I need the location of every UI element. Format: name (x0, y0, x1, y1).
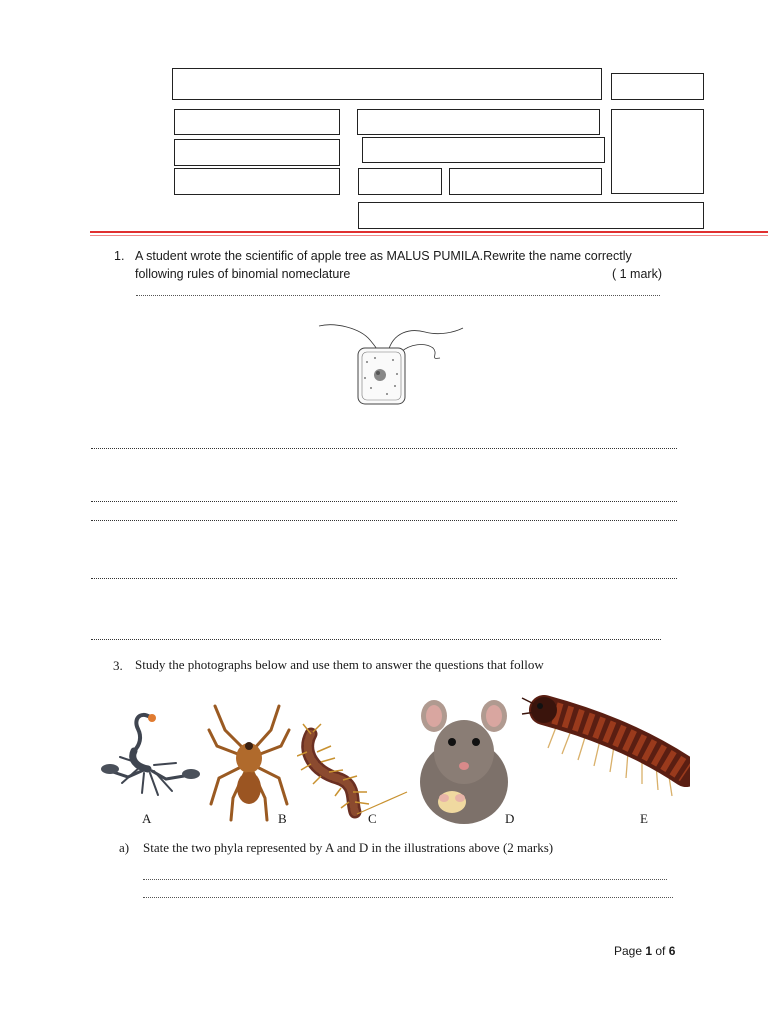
cell-diagram-icon (315, 318, 465, 408)
photo-label-d: D (505, 811, 515, 826)
page-footer (614, 944, 675, 958)
photo-label-a: A (142, 811, 152, 826)
answer-line-2 (91, 497, 677, 502)
answer-line-3 (91, 516, 677, 521)
question1-line1: A student wrote the scientific of apple tree as MALUS PUMILA.Rewrite the name correctly (135, 249, 632, 263)
header-box-mid-3a (358, 168, 442, 195)
question3a-text: State the two phyla represented by A and D in the illustrations above (2 marks) (143, 840, 554, 855)
header-box-left-1 (174, 109, 340, 135)
footer-current-page: 1 (645, 944, 653, 958)
header-box-mid-2 (362, 137, 605, 163)
header-box-mid-1 (357, 109, 600, 135)
question1-number: 1. (114, 249, 125, 263)
answer-line-3a-1 (143, 875, 667, 880)
header-box-bottom-wide (358, 202, 704, 229)
footer-prefix: Page (614, 944, 646, 958)
red-separator-thin (90, 235, 768, 236)
photo-label-b: B (278, 811, 287, 826)
answer-line-1 (91, 444, 677, 449)
scorpion-icon (98, 705, 200, 800)
header-box-right-small (611, 73, 704, 100)
header-box-title (172, 68, 602, 100)
question3-prompt: Study the photographs below and use them to answer the questions that follow (135, 657, 544, 672)
rat-icon (414, 690, 514, 824)
red-separator (90, 231, 768, 233)
centipede-icon (297, 722, 417, 822)
answer-line-5 (91, 635, 661, 640)
photo-label-c: C (368, 811, 377, 826)
header-box-left-2 (174, 139, 340, 166)
millipede-icon (518, 692, 690, 810)
question3a-letter: a) (119, 840, 130, 855)
footer-of: of (652, 944, 669, 958)
answer-line-q1 (136, 291, 660, 296)
header-box-left-3 (174, 168, 340, 195)
header-box-mid-3b (449, 168, 602, 195)
spider-icon (205, 700, 293, 822)
question1-marks: ( 1 mark) (612, 267, 662, 281)
question3-number: 3. (113, 658, 123, 673)
question1-line2: following rules of binomial nomeclature (135, 267, 351, 281)
answer-line-4 (91, 574, 677, 579)
answer-line-3a-2 (143, 893, 673, 898)
footer-total-pages: 6 (668, 944, 676, 958)
header-box-right-tall (611, 109, 704, 194)
photo-label-e: E (640, 811, 648, 826)
